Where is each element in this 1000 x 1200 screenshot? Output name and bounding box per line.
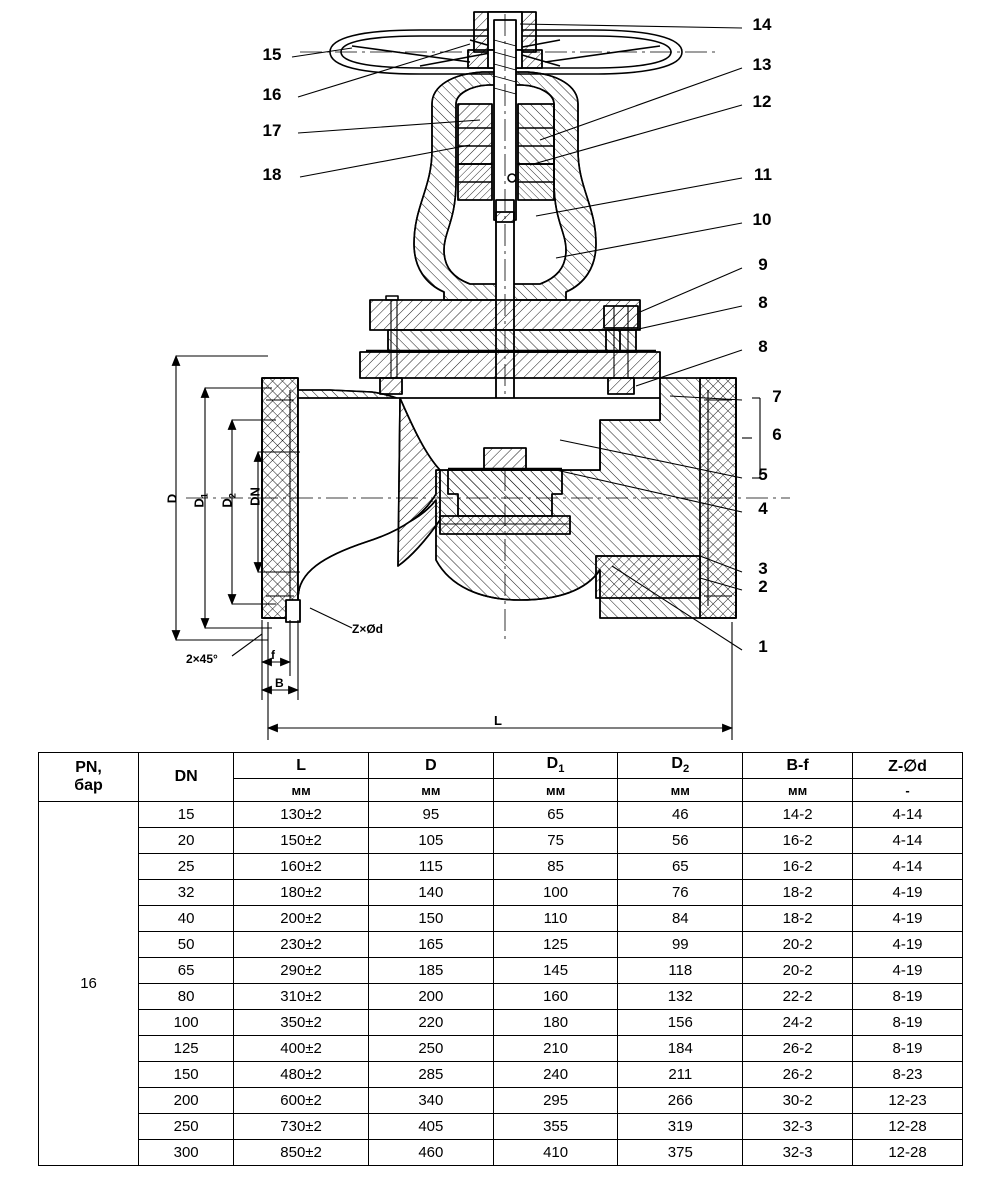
cell-zd: 8-19 xyxy=(853,1010,963,1036)
dim-d1: $D_1$ xyxy=(191,493,210,508)
cell-d1: 180 xyxy=(493,1010,618,1036)
cell-zd: 4-19 xyxy=(853,958,963,984)
cell-zd: 8-23 xyxy=(853,1062,963,1088)
cell-zd: 4-19 xyxy=(853,880,963,906)
table-row xyxy=(39,802,963,828)
cell-d2: 65 xyxy=(618,854,743,880)
dim-d: D xyxy=(164,493,180,504)
table-header-row xyxy=(39,753,963,779)
cell-l: 480±2 xyxy=(234,1062,369,1088)
cell-d: 105 xyxy=(369,828,494,854)
cell-bf: 26-2 xyxy=(743,1036,853,1062)
unit-d1: мм xyxy=(493,779,618,802)
cell-l: 230±2 xyxy=(234,932,369,958)
cell-dn: 15 xyxy=(139,802,234,828)
cell-d2: 76 xyxy=(618,880,743,906)
cell-zd: 12-28 xyxy=(853,1140,963,1166)
cell-d1: 145 xyxy=(493,958,618,984)
cell-dn: 32 xyxy=(139,880,234,906)
unit-d2: мм xyxy=(618,779,743,802)
cell-dn: 65 xyxy=(139,958,234,984)
dim-l: L xyxy=(494,713,502,728)
table-row xyxy=(39,1088,963,1114)
cell-d2: 46 xyxy=(618,802,743,828)
dim-dn: DN xyxy=(247,487,263,506)
header-d: D xyxy=(369,753,494,779)
cell-zd: 4-14 xyxy=(853,854,963,880)
callout-8-lower: 8 xyxy=(758,337,768,356)
callout-3: 3 xyxy=(758,559,768,578)
cell-d: 460 xyxy=(369,1140,494,1166)
callout-11: 11 xyxy=(754,165,772,184)
header-pn xyxy=(39,753,139,802)
header-zd: Z-∅d xyxy=(853,753,963,779)
table-row xyxy=(39,1140,963,1166)
header-d1: $D_1$ xyxy=(493,753,618,779)
cell-d2: 99 xyxy=(618,932,743,958)
cell-d1: 160 xyxy=(493,984,618,1010)
callout-18: 18 xyxy=(262,165,282,184)
cell-d: 340 xyxy=(369,1088,494,1114)
header-d2: $D_2$ xyxy=(618,753,743,779)
cell-d2: 375 xyxy=(618,1140,743,1166)
cell-d1: 65 xyxy=(493,802,618,828)
cell-d1: 410 xyxy=(493,1140,618,1166)
dim-chamfer: 2×45° xyxy=(186,652,218,666)
callout-14: 14 xyxy=(752,15,772,34)
dim-d2: $D_2$ xyxy=(219,493,238,508)
callout-9: 9 xyxy=(758,255,768,274)
cell-d2: 184 xyxy=(618,1036,743,1062)
cell-l: 350±2 xyxy=(234,1010,369,1036)
unit-d: мм xyxy=(369,779,494,802)
cell-dn: 20 xyxy=(139,828,234,854)
cell-dn: 150 xyxy=(139,1062,234,1088)
cell-l: 730±2 xyxy=(234,1114,369,1140)
cell-dn: 200 xyxy=(139,1088,234,1114)
cell-d2: 156 xyxy=(618,1010,743,1036)
dimensions-table xyxy=(38,752,963,1166)
callout-13: 13 xyxy=(752,55,772,74)
cell-dn: 125 xyxy=(139,1036,234,1062)
cell-l: 180±2 xyxy=(234,880,369,906)
cell-bf: 20-2 xyxy=(743,958,853,984)
unit-zd: - xyxy=(853,779,963,802)
cell-d: 95 xyxy=(369,802,494,828)
cell-d: 185 xyxy=(369,958,494,984)
header-pn-line2: бар xyxy=(74,777,103,794)
table-row xyxy=(39,958,963,984)
callout-15: 15 xyxy=(262,45,282,64)
cell-zd: 4-19 xyxy=(853,906,963,932)
cell-zd: 4-14 xyxy=(853,828,963,854)
table-row xyxy=(39,880,963,906)
cell-bf: 32-3 xyxy=(743,1140,853,1166)
cell-l: 200±2 xyxy=(234,906,369,932)
callout-5: 5 xyxy=(758,465,768,484)
dim-b: B xyxy=(275,676,284,690)
cell-l: 290±2 xyxy=(234,958,369,984)
table-row xyxy=(39,854,963,880)
header-dn: DN xyxy=(139,753,234,802)
table-row xyxy=(39,1036,963,1062)
cell-d2: 211 xyxy=(618,1062,743,1088)
cell-l: 400±2 xyxy=(234,1036,369,1062)
cell-d2: 84 xyxy=(618,906,743,932)
cell-bf: 26-2 xyxy=(743,1062,853,1088)
cell-zd: 12-28 xyxy=(853,1114,963,1140)
cell-bf: 22-2 xyxy=(743,984,853,1010)
cell-d2: 266 xyxy=(618,1088,743,1114)
table-row xyxy=(39,932,963,958)
cell-pn: 16 xyxy=(39,802,139,1166)
cell-d1: 355 xyxy=(493,1114,618,1140)
cell-zd: 4-14 xyxy=(853,802,963,828)
dimension-lines-bottom xyxy=(232,608,732,740)
table-body xyxy=(39,802,963,1166)
callout-7: 7 xyxy=(772,387,782,406)
header-pn-line1: PN, xyxy=(75,759,102,776)
table-row xyxy=(39,828,963,854)
cell-d: 220 xyxy=(369,1010,494,1036)
cell-bf: 32-3 xyxy=(743,1114,853,1140)
cell-d1: 210 xyxy=(493,1036,618,1062)
callout-17: 17 xyxy=(262,121,282,140)
cell-d1: 110 xyxy=(493,906,618,932)
cell-dn: 80 xyxy=(139,984,234,1010)
table-row xyxy=(39,1010,963,1036)
cell-l: 850±2 xyxy=(234,1140,369,1166)
cell-l: 600±2 xyxy=(234,1088,369,1114)
dim-f: f xyxy=(271,648,275,662)
header-l: L xyxy=(234,753,369,779)
callout-6: 6 xyxy=(772,425,782,444)
cell-l: 130±2 xyxy=(234,802,369,828)
cell-d2: 118 xyxy=(618,958,743,984)
cell-zd: 8-19 xyxy=(853,984,963,1010)
callout-10: 10 xyxy=(752,210,772,229)
cell-d: 285 xyxy=(369,1062,494,1088)
callout-12: 12 xyxy=(752,92,772,111)
cell-bf: 30-2 xyxy=(743,1088,853,1114)
table-row xyxy=(39,1062,963,1088)
callout-4: 4 xyxy=(758,499,768,518)
cell-d1: 295 xyxy=(493,1088,618,1114)
callout-16: 16 xyxy=(262,85,282,104)
cell-bf: 18-2 xyxy=(743,906,853,932)
cell-d: 150 xyxy=(369,906,494,932)
cell-d: 200 xyxy=(369,984,494,1010)
cell-d1: 85 xyxy=(493,854,618,880)
cell-d: 405 xyxy=(369,1114,494,1140)
cell-d2: 319 xyxy=(618,1114,743,1140)
cell-d: 250 xyxy=(369,1036,494,1062)
cell-d2: 56 xyxy=(618,828,743,854)
cell-d1: 240 xyxy=(493,1062,618,1088)
cell-d: 140 xyxy=(369,880,494,906)
cell-zd: 12-23 xyxy=(853,1088,963,1114)
cell-d1: 100 xyxy=(493,880,618,906)
unit-l: мм xyxy=(234,779,369,802)
cell-bf: 16-2 xyxy=(743,828,853,854)
cell-bf: 20-2 xyxy=(743,932,853,958)
cell-dn: 50 xyxy=(139,932,234,958)
cell-bf: 16-2 xyxy=(743,854,853,880)
cell-bf: 24-2 xyxy=(743,1010,853,1036)
cell-d: 115 xyxy=(369,854,494,880)
cell-bf: 18-2 xyxy=(743,880,853,906)
cell-dn: 100 xyxy=(139,1010,234,1036)
callout-8-upper: 8 xyxy=(758,293,768,312)
header-bf: B-f xyxy=(743,753,853,779)
cell-bf: 14-2 xyxy=(743,802,853,828)
cell-d1: 125 xyxy=(493,932,618,958)
cell-dn: 300 xyxy=(139,1140,234,1166)
cell-l: 160±2 xyxy=(234,854,369,880)
cell-zd: 4-19 xyxy=(853,932,963,958)
cell-d2: 132 xyxy=(618,984,743,1010)
cell-l: 150±2 xyxy=(234,828,369,854)
cell-dn: 40 xyxy=(139,906,234,932)
cell-d: 165 xyxy=(369,932,494,958)
unit-bf: мм xyxy=(743,779,853,802)
callout-1: 1 xyxy=(758,637,768,656)
cell-d1: 75 xyxy=(493,828,618,854)
callout-2: 2 xyxy=(758,577,768,596)
table-row xyxy=(39,906,963,932)
cell-dn: 250 xyxy=(139,1114,234,1140)
table-row xyxy=(39,1114,963,1140)
dim-bolt-circle: Z×Ød xyxy=(352,622,384,636)
table-row xyxy=(39,984,963,1010)
cell-zd: 8-19 xyxy=(853,1036,963,1062)
cell-l: 310±2 xyxy=(234,984,369,1010)
cell-dn: 25 xyxy=(139,854,234,880)
